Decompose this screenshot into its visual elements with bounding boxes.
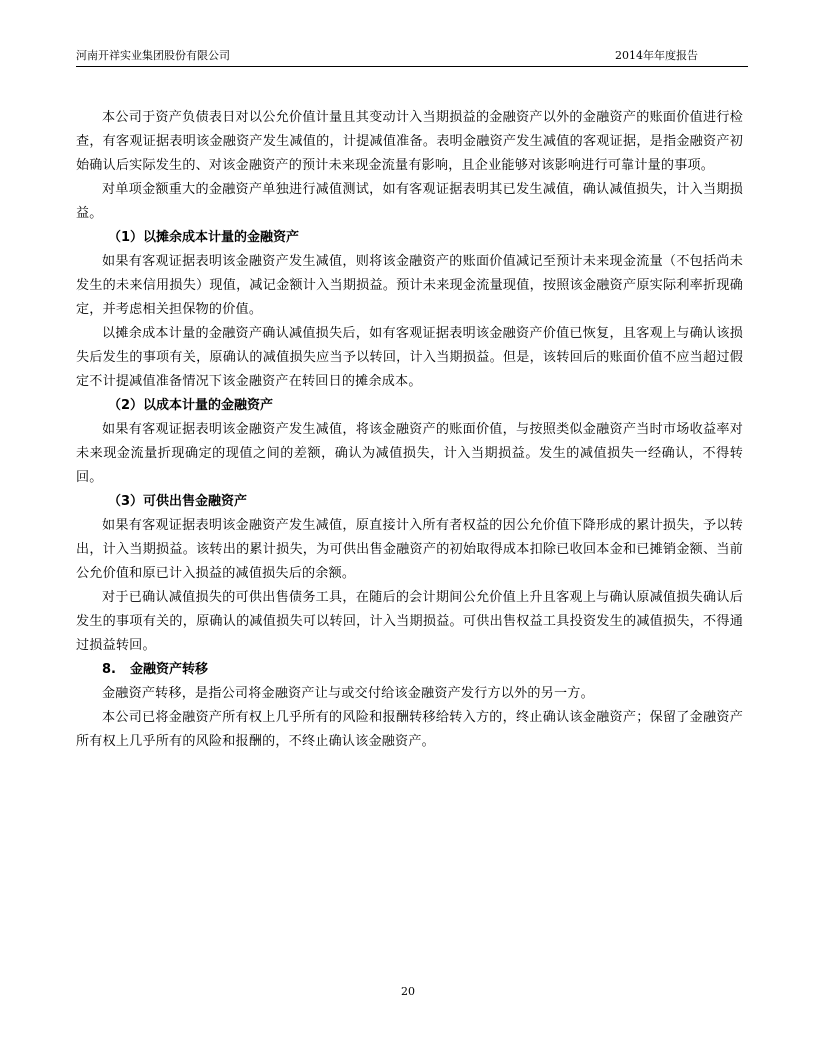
report-title: 2014年年度报告 bbox=[615, 49, 698, 62]
page-number: 20 bbox=[401, 985, 415, 998]
paragraph: 本公司于资产负债表日对以公允价值计量且其变动计入当期损益的金融资产以外的金融资产的账面价值进行检查，有客观证据表明该金融资产发生减值的，计提减值准备。表明金融资产发生减值的客观证据，是指金融资产初始确认后实际发生的、对该金融资产的预计未来现金流量有影响，且企业能够对该影响进行可靠计量的事项。 bbox=[76, 110, 743, 173]
paragraph: 对单项金额重大的金融资产单独进行减值测试，如有客观证据表明其已发生减值，确认减值损失，计入当期损益。 bbox=[76, 182, 743, 221]
paragraph: 对于已确认减值损失的可供出售债务工具，在随后的会计期间公允价值上升且客观上与确认原减值损失确认后发生的事项有关的，原确认的减值损失可以转回，计入当期损益。可供出售权益工具投资发生的减值损失，不得通过损益转回。 bbox=[76, 590, 743, 653]
paragraph: 金融资产转移，是指公司将金融资产让与或交付给该金融资产发行方以外的另一方。 bbox=[102, 686, 594, 701]
section-heading: （1）以摊余成本计量的金融资产 bbox=[108, 230, 300, 245]
company-name: 河南开祥实业集团股份有限公司 bbox=[76, 49, 230, 62]
heading-number: 8. bbox=[102, 662, 116, 677]
paragraph: 以摊余成本计量的金融资产确认减值损失后，如有客观证据表明该金融资产价值已恢复，且客观上与确认该损失后发生的事项有关，原确认的减值损失应当予以转回，计入当期损益。但是，该转回后的账面价值不应当超过假定不计提减值准备情况下该金融资产在转回日的摊余成本。 bbox=[76, 326, 743, 389]
paragraph: 如果有客观证据表明该金融资产发生减值，将该金融资产的账面价值，与按照类似金融资产当时市场收益率对未来现金流量折现确定的现值之间的差额，确认为减值损失，计入当期损益。发生的减值损失一经确认，不得转回。 bbox=[76, 422, 743, 485]
paragraph: 如果有客观证据表明该金融资产发生减值，则将该金融资产的账面价值减记至预计未来现金流量（不包括尚未发生的未来信用损失）现值，减记金额计入当期损益。预计未来现金流量现值，按照该金融资产原实际利率折现确定，并考虑相关担保物的价值。 bbox=[76, 254, 743, 317]
heading-title: 金融资产转移 bbox=[130, 662, 209, 677]
paragraph: 如果有客观证据表明该金融资产发生减值，原直接计入所有者权益的因公允价值下降形成的累计损失，予以转出，计入当期损益。该转出的累计损失，为可供出售金融资产的初始取得成本扣除已收回本金和已摊销金额、当前公允价值和原已计入损益的减值损失后的余额。 bbox=[76, 518, 743, 581]
page-header bbox=[76, 48, 748, 67]
numbered-heading bbox=[76, 658, 743, 682]
section-heading: （3）可供出售金融资产 bbox=[108, 494, 248, 509]
section-heading: （2）以成本计量的金融资产 bbox=[108, 398, 274, 413]
document-body bbox=[76, 106, 743, 754]
paragraph: 本公司已将金融资产所有权上几乎所有的风险和报酬转移给转入方的，终止确认该金融资产；保留了金融资产所有权上几乎所有的风险和报酬的，不终止确认该金融资产。 bbox=[76, 710, 743, 749]
